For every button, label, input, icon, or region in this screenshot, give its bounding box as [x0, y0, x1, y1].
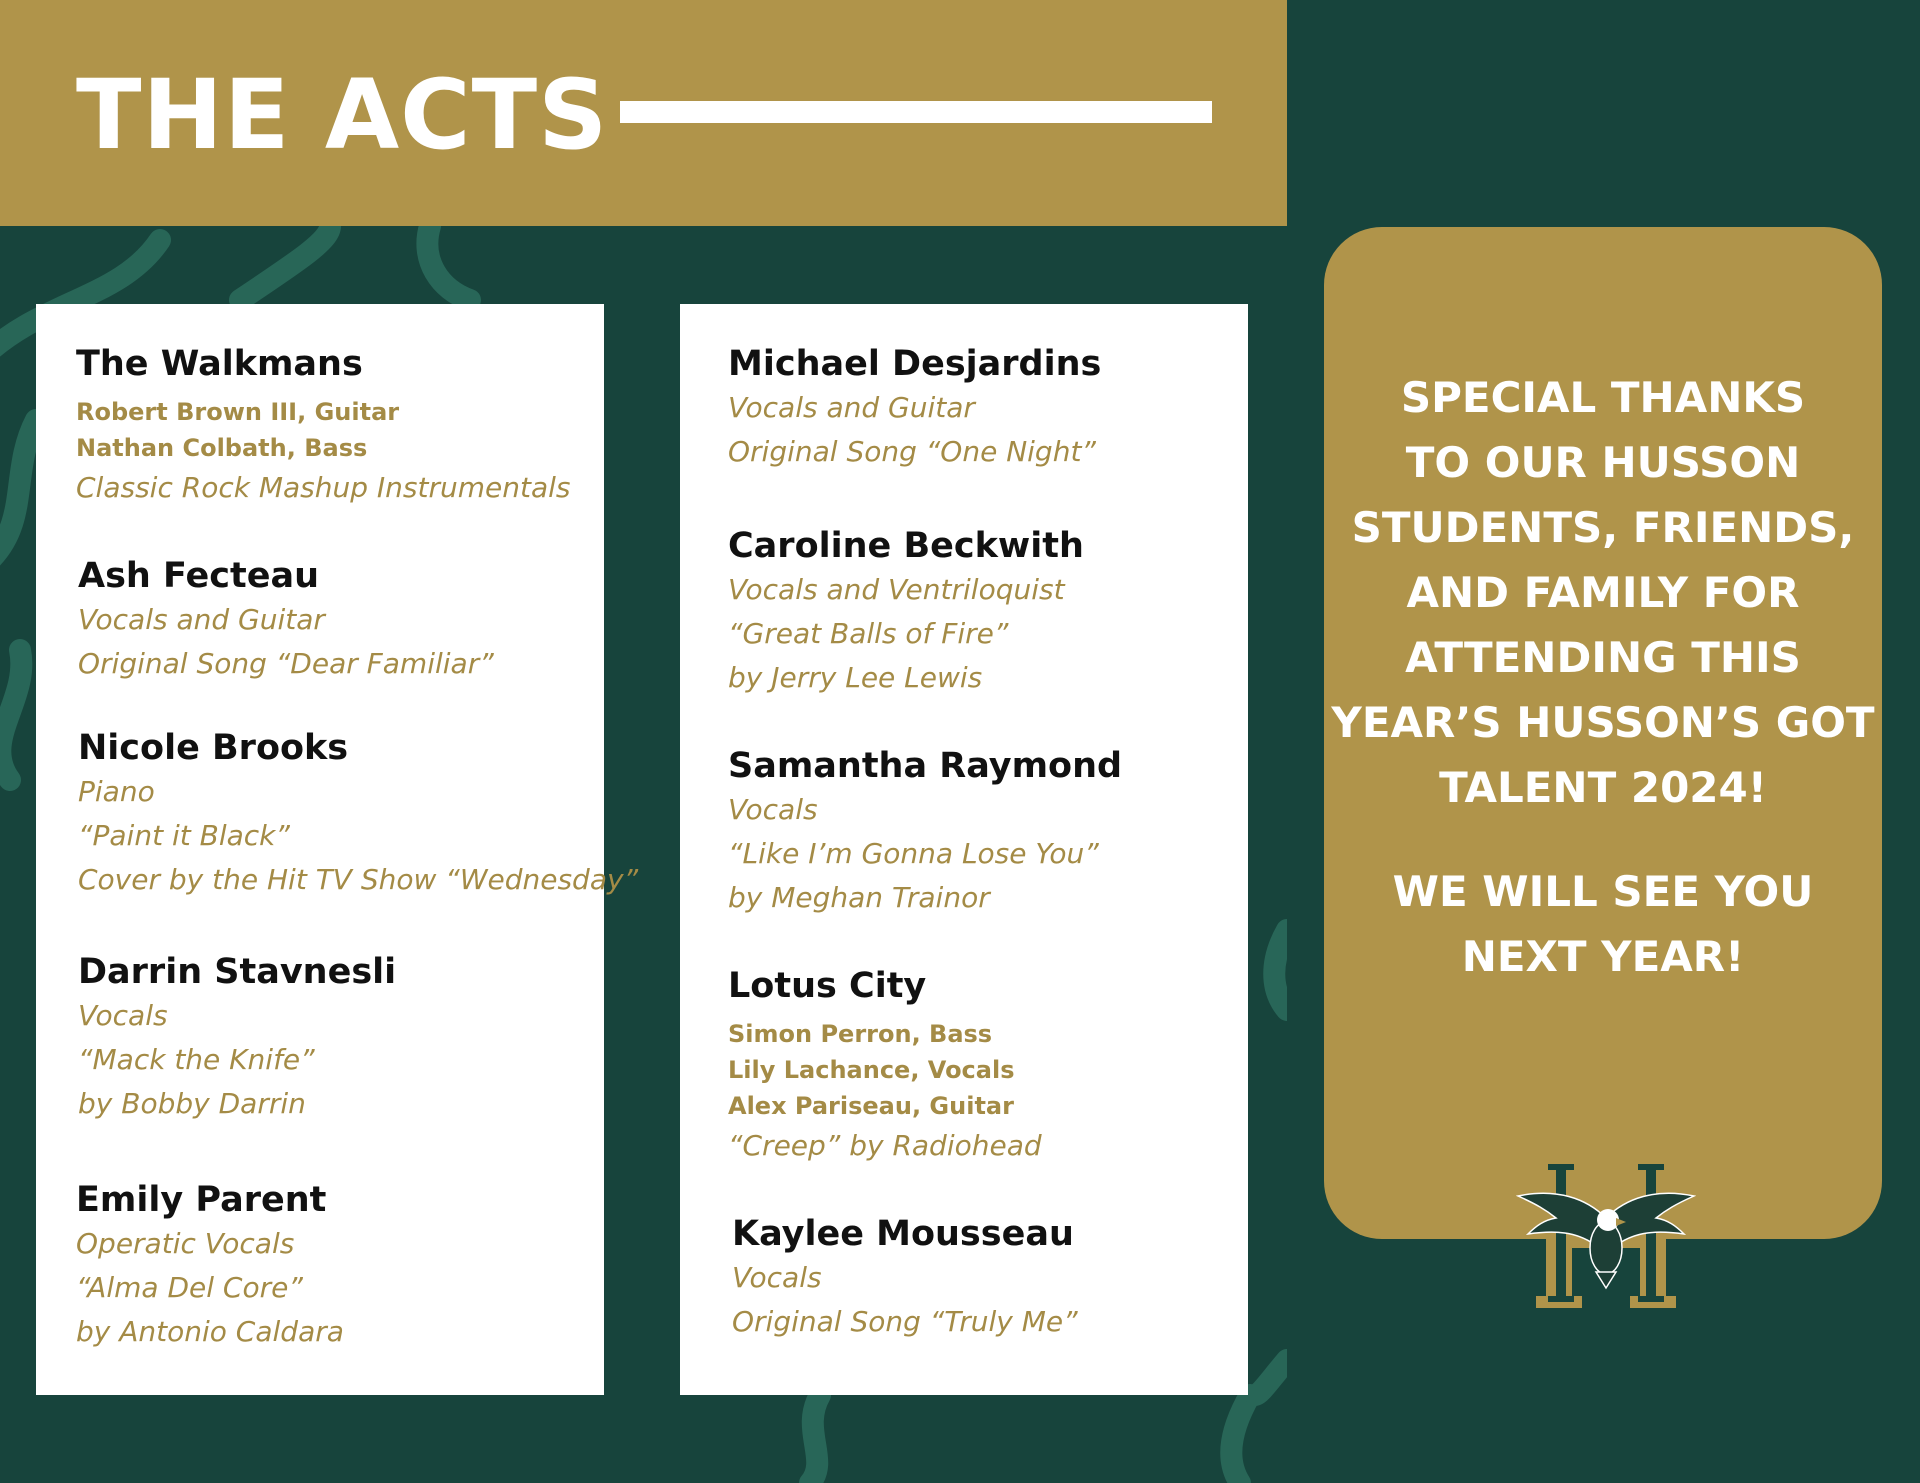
husson-eagle-logo-icon	[1516, 1148, 1696, 1318]
thanks-message: SPECIAL THANKS TO OUR HUSSON STUDENTS, FRIENDS, AND FAMILY FOR ATTENDING THIS YEAR’S HUSSON’S GOT TALENT 2024!	[1331, 373, 1875, 812]
act-name: Nicole Brooks	[78, 728, 349, 768]
act-block	[78, 726, 638, 902]
act-name: Lotus City	[728, 966, 927, 1006]
act-detail: Original Song “Truly Me”	[732, 1305, 1078, 1338]
act-name: Ash Fecteau	[78, 556, 320, 596]
act-member: Alex Pariseau, Guitar	[728, 1092, 1014, 1120]
act-name: Darrin Stavnesli	[78, 952, 397, 992]
act-detail: Vocals and Guitar	[78, 603, 325, 636]
act-block	[76, 1178, 344, 1354]
act-block	[728, 964, 1042, 1168]
act-name: The Walkmans	[76, 344, 363, 384]
act-block	[728, 342, 1101, 474]
act-detail: by Antonio Caldara	[76, 1315, 344, 1348]
act-member: Robert Brown III, Guitar	[76, 398, 400, 426]
acts-panel-left	[36, 304, 639, 1395]
act-block	[78, 554, 494, 686]
acts-panel-right	[680, 304, 1248, 1395]
act-detail: “Alma Del Core”	[76, 1271, 303, 1304]
thanks-closing: WE WILL SEE YOU NEXT YEAR!	[1392, 867, 1814, 981]
act-block	[76, 342, 570, 510]
act-block	[728, 524, 1084, 700]
act-detail: Classic Rock Mashup Instrumentals	[76, 471, 571, 504]
act-block	[732, 1212, 1078, 1344]
act-name: Samantha Raymond	[728, 746, 1123, 786]
act-name: Michael Desjardins	[728, 344, 1102, 384]
act-block	[78, 950, 396, 1126]
act-detail: “Great Balls of Fire”	[728, 617, 1009, 650]
act-detail: by Bobby Darrin	[78, 1087, 306, 1120]
act-name: Emily Parent	[76, 1180, 327, 1220]
act-detail: Cover by the Hit TV Show “Wednesday”	[78, 863, 639, 896]
act-detail: Vocals	[728, 793, 818, 826]
act-detail: “Paint it Black”	[78, 819, 290, 852]
act-detail: Vocals	[732, 1261, 822, 1294]
act-name: Caroline Beckwith	[728, 526, 1084, 566]
act-member: Nathan Colbath, Bass	[76, 434, 368, 462]
act-detail: Vocals	[78, 999, 168, 1032]
act-member: Lily Lachance, Vocals	[728, 1056, 1015, 1084]
act-detail: by Jerry Lee Lewis	[728, 661, 983, 694]
title-rule	[620, 101, 1212, 123]
act-detail: “Creep” by Radiohead	[728, 1129, 1042, 1162]
act-detail: Original Song “One Night”	[728, 435, 1096, 468]
act-detail: Vocals and Guitar	[728, 391, 975, 424]
act-member: Simon Perron, Bass	[728, 1020, 993, 1048]
header-band	[0, 0, 1287, 226]
thanks-box	[1324, 227, 1882, 1239]
act-detail: Vocals and Ventriloquist	[728, 573, 1065, 606]
act-block	[728, 744, 1122, 920]
page-title: THE ACTS	[76, 59, 609, 171]
act-detail: by Meghan Trainor	[728, 881, 990, 914]
act-detail: “Like I’m Gonna Lose You”	[728, 837, 1099, 870]
act-name: Kaylee Mousseau	[732, 1214, 1074, 1254]
act-detail: Piano	[78, 775, 155, 808]
act-detail: “Mack the Knife”	[78, 1043, 315, 1076]
act-detail: Operatic Vocals	[76, 1227, 295, 1260]
act-detail: Original Song “Dear Familiar”	[78, 647, 494, 680]
